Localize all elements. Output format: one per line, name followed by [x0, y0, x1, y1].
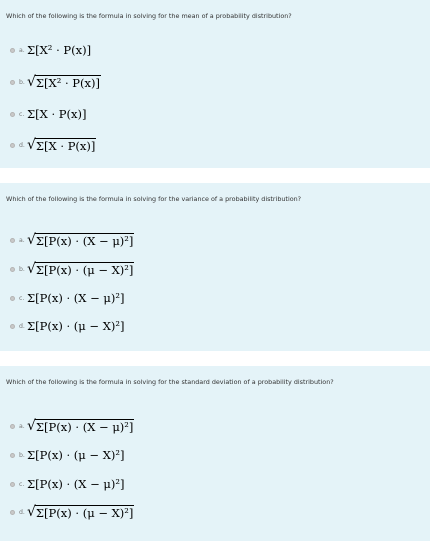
- option-b[interactable]: [10, 259, 134, 279]
- option-c[interactable]: [10, 104, 86, 124]
- question-text: Which of the following is the formula in solving for the standard deviation of a probability distribution?: [6, 378, 334, 386]
- radio-button[interactable]: [10, 48, 15, 53]
- option-formula: Σ[P(x) · (μ − X)²]: [35, 262, 134, 277]
- option-formula: Σ[P(x) · (μ − X)²]: [27, 448, 125, 462]
- option-letter: a.: [19, 236, 25, 244]
- radical-sign: √: [27, 503, 36, 520]
- option-c[interactable]: [10, 474, 124, 494]
- option-formula: Σ[P(x) · (X − μ)²]: [35, 233, 134, 248]
- option-letter: b.: [19, 451, 25, 459]
- option-d[interactable]: [10, 135, 96, 155]
- radio-button[interactable]: [10, 112, 15, 117]
- radical-sign: √: [27, 136, 36, 153]
- option-letter: c.: [19, 294, 25, 302]
- question-text: Which of the following is the formula in solving for the variance of a probability distribution?: [6, 195, 302, 203]
- radical-sign: √: [27, 260, 36, 277]
- question-card-standard-deviation: [0, 366, 430, 541]
- option-a[interactable]: [10, 416, 134, 436]
- radio-button[interactable]: [10, 510, 15, 515]
- option-formula: Σ[P(x) · (X − μ)²]: [27, 477, 125, 491]
- radical-sign: √: [27, 231, 36, 248]
- option-d[interactable]: [10, 502, 134, 522]
- radio-button[interactable]: [10, 143, 15, 148]
- option-letter: c.: [19, 480, 25, 488]
- option-a[interactable]: [10, 40, 91, 60]
- radio-button[interactable]: [10, 482, 15, 487]
- option-formula: Σ[P(x) · (X − μ)²]: [35, 419, 134, 434]
- option-a[interactable]: [10, 230, 134, 250]
- radical-sign: √: [27, 417, 36, 434]
- option-letter: d.: [19, 322, 25, 330]
- option-letter: b.: [19, 78, 25, 86]
- option-formula: Σ[X · P(x)]: [27, 107, 87, 121]
- option-letter: c.: [19, 110, 25, 118]
- radio-button[interactable]: [10, 424, 15, 429]
- option-letter: d.: [19, 508, 25, 516]
- question-text: Which of the following is the formula in solving for the mean of a probability distribution?: [6, 12, 292, 20]
- option-letter: a.: [19, 46, 25, 54]
- option-formula: Σ[X · P(x)]: [35, 138, 96, 153]
- option-letter: b.: [19, 265, 25, 273]
- option-formula-sqrt: [27, 138, 96, 153]
- radio-button[interactable]: [10, 324, 15, 329]
- option-letter: d.: [19, 141, 25, 149]
- radio-button[interactable]: [10, 453, 15, 458]
- option-formula-sqrt: [27, 233, 134, 248]
- option-b[interactable]: [10, 445, 124, 465]
- option-formula-sqrt: [27, 75, 101, 90]
- option-formula: Σ[P(x) · (μ − X)²]: [27, 319, 125, 333]
- radio-button[interactable]: [10, 238, 15, 243]
- radio-button[interactable]: [10, 296, 15, 301]
- option-c[interactable]: [10, 288, 124, 308]
- question-card-mean: [0, 0, 430, 168]
- radio-button[interactable]: [10, 80, 15, 85]
- radical-sign: √: [27, 73, 36, 90]
- radio-button[interactable]: [10, 267, 15, 272]
- option-formula-sqrt: [27, 419, 134, 434]
- option-letter: a.: [19, 422, 25, 430]
- option-d[interactable]: [10, 316, 124, 336]
- option-formula: Σ[P(x) · (μ − X)²]: [35, 505, 134, 520]
- question-card-variance: [0, 183, 430, 351]
- option-b[interactable]: [10, 72, 101, 92]
- option-formula-sqrt: [27, 505, 134, 520]
- option-formula: Σ[P(x) · (X − μ)²]: [27, 291, 125, 305]
- option-formula-sqrt: [27, 262, 134, 277]
- option-formula: Σ[X² · P(x)]: [35, 75, 100, 90]
- option-formula: Σ[X² · P(x)]: [27, 43, 92, 57]
